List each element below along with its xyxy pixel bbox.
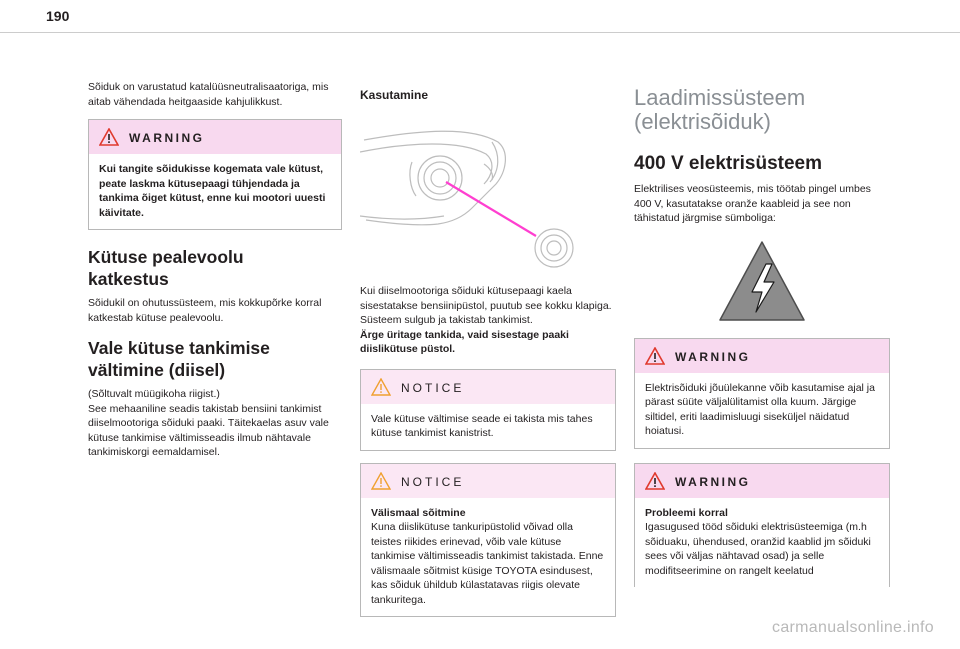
warning-box bbox=[88, 119, 342, 230]
notice-subtitle: Välismaal sõitmine bbox=[371, 506, 466, 519]
warning-triangle-icon bbox=[99, 128, 119, 146]
section-text: See mehaaniline seadis takistab bensiini tankimist diiselmootoriga sõiduki paaki. Täitekaelas asuv vale kütuse tankimise vältimisseadis ilmub nähtavale tankimiskorgi eemaldamisel. bbox=[88, 402, 329, 458]
notice-triangle-icon bbox=[371, 378, 391, 396]
warning-header bbox=[89, 120, 341, 154]
section-heading-line1: Kütuse pealevoolu bbox=[88, 247, 244, 267]
column-2 bbox=[360, 80, 616, 617]
warning-text: Elektrisõiduki jõuülekanne võib kasutamise ajal ja pärast süüte väljalülitamist olla kuum. Järgige siltidel, eriti laadimisluugi siseküljel näidatud hoiatusi. bbox=[645, 381, 875, 437]
section-heading-line1: Vale kütuse tankimise bbox=[88, 338, 270, 358]
header-rule bbox=[0, 32, 960, 33]
notice-title: NOTICE bbox=[401, 380, 465, 395]
warning-title: WARNING bbox=[675, 349, 751, 364]
high-voltage-icon bbox=[634, 236, 890, 328]
section-note: (Sõltuvalt müügikoha riigist.) bbox=[88, 388, 220, 400]
section-text: Sõidukil on ohutussüsteem, mis kokkupõrke korral katkestab kütuse pealevoolu. bbox=[88, 297, 322, 324]
notice-header bbox=[361, 464, 615, 498]
usage-text: Kui diiselmootoriga sõiduki kütusepaagi kaela sisestatakse bensiinipüstol, puutub see kokku klapiga. Süsteem sulgub ja takistab tankimist. bbox=[360, 285, 612, 326]
notice-triangle-icon bbox=[371, 472, 391, 490]
notice-box bbox=[360, 369, 616, 451]
section-heading-line2: vältimine (diisel) bbox=[88, 360, 226, 380]
section-heading-line2: katkestus bbox=[88, 269, 169, 289]
warning-title: WARNING bbox=[675, 474, 751, 489]
warning-box bbox=[634, 338, 890, 449]
usage-heading: Kasutamine bbox=[360, 88, 429, 102]
filler-neck-diagram bbox=[360, 112, 616, 272]
warning-triangle-icon bbox=[645, 347, 665, 365]
chapter-title-line2: (elektrisõiduk) bbox=[634, 109, 771, 134]
warning-header bbox=[635, 339, 889, 373]
section-heading: 400 V elektrisüsteem bbox=[634, 153, 823, 174]
column-1 bbox=[88, 80, 342, 460]
section-fuel-cutoff bbox=[88, 246, 342, 325]
warning-text: Igasugused tööd sõiduki elektrisüsteemiga (m.h sõiduaku, ühendused, oranžid kaablid jm sõiduki sees või väljas nähtavad osad) ja selle modifitseerimine on rangelt keelatud bbox=[645, 521, 871, 577]
usage-text-bold: Ärge üritage tankida, vaid sisestage paaki diislikütuse püstol. bbox=[360, 328, 569, 355]
warning-subtitle: Probleemi korral bbox=[645, 506, 728, 519]
notice-text: Vale kütuse vältimise seade ei takista mis tahes kütuse tankimist kanistrist. bbox=[371, 412, 593, 439]
warning-triangle-icon bbox=[645, 472, 665, 490]
chapter-title-line1: Laadimissüsteem bbox=[634, 85, 806, 110]
column-3 bbox=[634, 80, 890, 587]
warning-title: WARNING bbox=[129, 131, 205, 145]
warning-box bbox=[634, 463, 890, 588]
fuel-filler-illustration bbox=[360, 112, 616, 272]
notice-header bbox=[361, 370, 615, 404]
section-text: Elektrilises veosüsteemis, mis töötab pingel umbes 400 V, kasutatakse oranže kaableid ja see non tähistatud järgmise sümboliga: bbox=[634, 183, 871, 224]
high-voltage-symbol-area bbox=[634, 236, 890, 328]
callout-line bbox=[446, 182, 536, 236]
warning-text: Kui tangite sõidukisse kogemata vale kütust, peate laskma kütusepaagi tühjendada ja tankima õiget kütust, enne kui mootori uuesti käivitate. bbox=[99, 163, 326, 219]
intro-text: Sõiduk on varustatud katalüüsneutralisaatoriga, mis aitab vähendada heitgaaside kahjulikkust. bbox=[88, 81, 329, 108]
notice-title: NOTICE bbox=[401, 474, 465, 489]
warning-header bbox=[635, 464, 889, 498]
notice-box bbox=[360, 463, 616, 618]
watermark: carmanualsonline.info bbox=[772, 619, 934, 636]
notice-text: Kuna diislikütuse tankuripüstolid võivad olla teistes riikides erinevad, võib vale kütuse tankimise vältimisseadis tankimist takistada. Enne välismaale sõitmist küsige TOYOTA esindusest, kas sõiduk ühildub külastatavas riigis olevate tankuritega. bbox=[371, 521, 604, 606]
page-number: 190 bbox=[46, 8, 70, 24]
section-misfuel-prevention bbox=[88, 337, 342, 460]
